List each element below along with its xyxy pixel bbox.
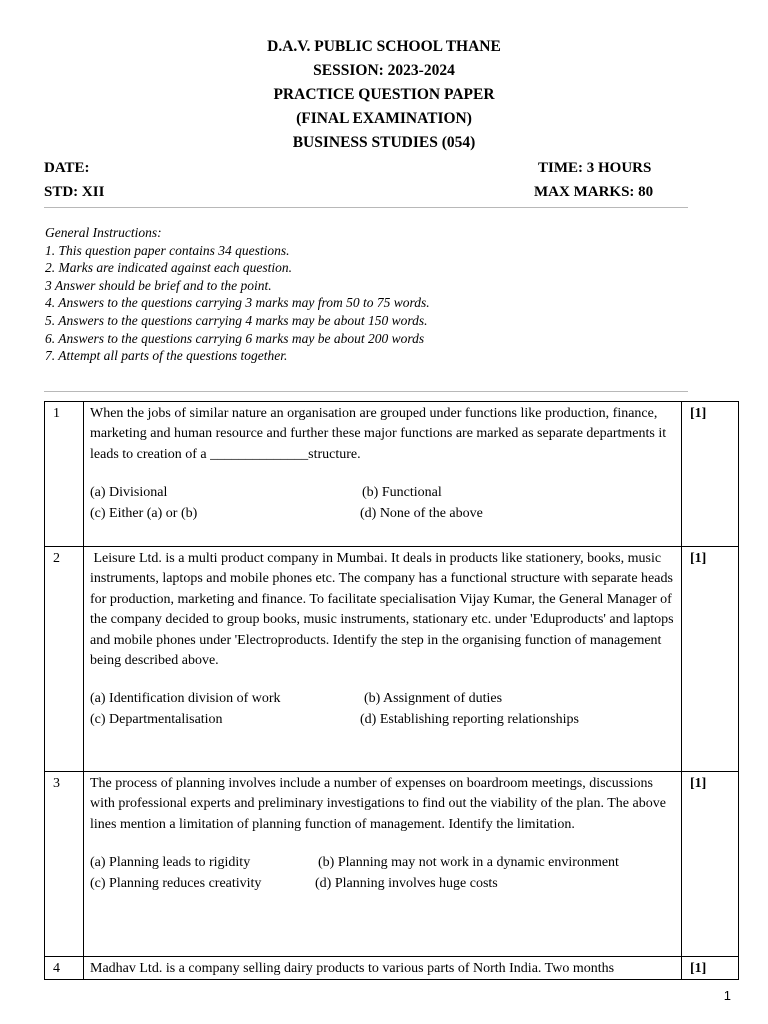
option-d: (d) Establishing reporting relationships xyxy=(360,711,579,727)
option-b: (b) Assignment of duties xyxy=(364,691,503,707)
question-body xyxy=(84,402,682,547)
time-label: TIME: 3 HOURS xyxy=(538,160,652,176)
option-d: (d) None of the above xyxy=(360,505,483,521)
divider-bottom xyxy=(44,391,688,392)
instruction-item: 7. Attempt all parts of the questions together. xyxy=(45,348,288,364)
max-marks-label: MAX MARKS: 80 xyxy=(534,184,654,200)
school-name: D.A.V. PUBLIC SCHOOL THANE xyxy=(267,38,501,55)
options xyxy=(90,689,675,730)
general-instructions xyxy=(45,224,685,365)
question-row xyxy=(45,547,739,772)
page-number: 1 xyxy=(723,988,731,1003)
instruction-item: 3 Answer should be brief and to the point. xyxy=(45,277,272,293)
option-a: (a) Divisional xyxy=(90,485,168,501)
question-row xyxy=(45,772,739,957)
question-text: The process of planning involves include a number of expenses on boardroom meetings, discussions with professional experts and preliminary investigations to find out the viability of the plan. The above lines mention a limitation of planning function of management. Identify the limitation. xyxy=(90,776,666,832)
question-body xyxy=(84,547,682,772)
question-number: 3 xyxy=(45,772,84,957)
question-row xyxy=(45,957,739,980)
instruction-item: 5. Answers to the questions carrying 4 marks may be about 150 words. xyxy=(45,312,428,328)
session: SESSION: 2023-2024 xyxy=(313,62,455,79)
question-number: 4 xyxy=(45,957,84,980)
question-marks: [1] xyxy=(682,547,739,772)
option-a: (a) Planning leads to rigidity xyxy=(90,855,251,871)
option-c: (c) Planning reduces creativity xyxy=(90,875,262,891)
option-b: (b) Planning may not work in a dynamic environment xyxy=(318,855,619,871)
option-d: (d) Planning involves huge costs xyxy=(315,875,498,891)
option-c: (c) Departmentalisation xyxy=(90,711,223,727)
option-a: (a) Identification division of work xyxy=(90,691,281,707)
instruction-item: 4. Answers to the questions carrying 3 marks may from 50 to 75 words. xyxy=(45,295,430,311)
question-number: 1 xyxy=(45,402,84,547)
question-body xyxy=(84,957,682,980)
question-body xyxy=(84,772,682,957)
question-number: 2 xyxy=(45,547,84,772)
instructions-title: General Instructions: xyxy=(45,225,162,240)
instruction-item: 2. Marks are indicated against each question. xyxy=(45,260,292,276)
question-text: When the jobs of similar nature an organisation are grouped under functions like production, finance, marketing and human resource and further these major functions are marked as separate departments it leads to creation of a ______________structure. xyxy=(90,406,667,462)
paper-title: PRACTICE QUESTION PAPER xyxy=(273,86,495,103)
instruction-item: 1. This question paper contains 34 questions. xyxy=(45,242,290,258)
question-marks: [1] xyxy=(682,402,739,547)
question-text: Madhav Ltd. is a company selling dairy products to various parts of North India. Two months xyxy=(90,961,615,976)
question-text: Leisure Ltd. is a multi product company in Mumbai. It deals in products like stationery, books, music instruments, laptops and mobile phones etc. The company has a functional structure with separate heads for production, marketing and finance. To facilitate specialisation Vijay Kumar, the General Manager of the company decided to group books, music instruments, stationary etc. under 'Eduproducts' and laptops and mobile phones under 'Electroproducts. Identify the step in the organising function of management being described above. xyxy=(90,551,678,669)
option-c: (c) Either (a) or (b) xyxy=(90,505,198,521)
options xyxy=(90,853,675,894)
option-b: (b) Functional xyxy=(362,485,442,501)
questions-table xyxy=(44,401,739,980)
divider-top xyxy=(44,207,688,208)
exam-title: (FINAL EXAMINATION) xyxy=(296,110,472,127)
date-label: DATE: xyxy=(44,160,90,176)
question-marks: [1] xyxy=(682,957,739,980)
instruction-item: 6. Answers to the questions carrying 6 marks may be about 200 words xyxy=(45,330,425,346)
std-label: STD: XII xyxy=(44,184,105,200)
subject-title: BUSINESS STUDIES (054) xyxy=(292,134,476,151)
options xyxy=(90,483,675,524)
question-marks: [1] xyxy=(682,772,739,957)
question-row xyxy=(45,402,739,547)
